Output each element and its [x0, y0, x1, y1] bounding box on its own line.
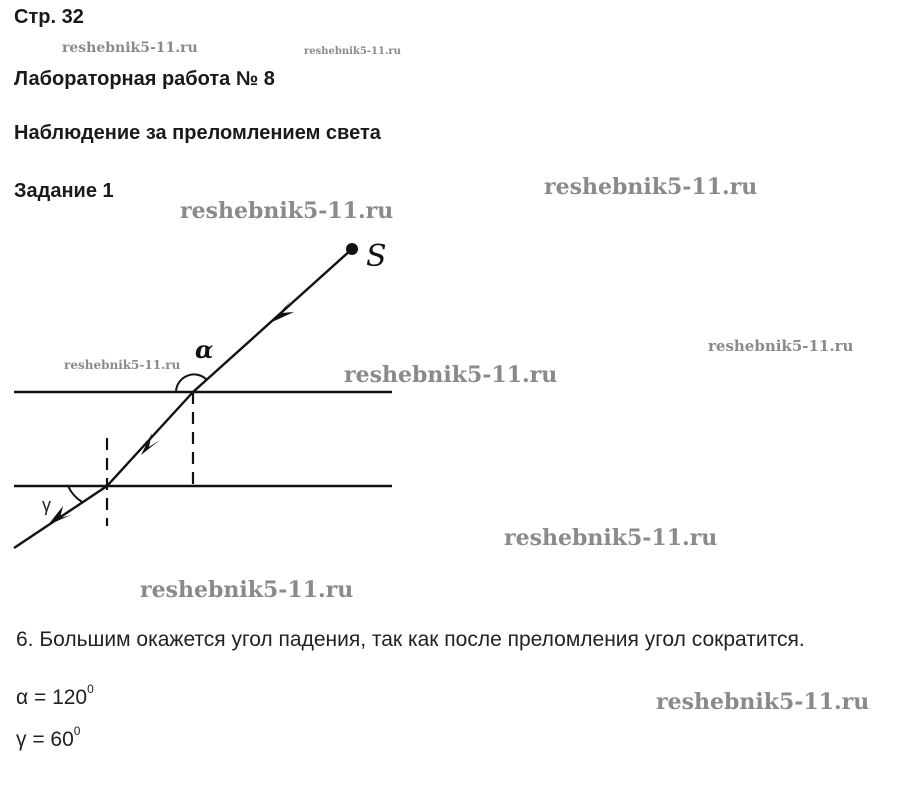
- answer-text: 6. Большим окажется угол падения, так как после преломления угол сократится.: [16, 628, 805, 651]
- watermark-text: reshebnik5-11.ru: [304, 46, 401, 57]
- gamma-arc: [68, 486, 82, 502]
- gamma-value-text: γ = 60: [16, 728, 74, 751]
- watermark-text: reshebnik5-11.ru: [64, 358, 181, 372]
- gamma-value: [16, 724, 81, 752]
- lab-title: Лабораторная работа № 8: [14, 68, 275, 90]
- gamma-label: γ: [42, 495, 51, 515]
- lab-subtitle: Наблюдение за преломлением света: [14, 122, 381, 144]
- watermark-text: reshebnik5-11.ru: [140, 577, 354, 603]
- watermark-text: reshebnik5-11.ru: [708, 337, 854, 355]
- watermark-text: reshebnik5-11.ru: [504, 525, 718, 551]
- alpha-label: α: [195, 335, 214, 364]
- alpha-value-text: α = 120: [16, 686, 88, 709]
- alpha-value: [16, 682, 94, 710]
- degree-mark: 0: [73, 724, 81, 738]
- page-label: Стр. 32: [14, 6, 84, 28]
- watermark-text: reshebnik5-11.ru: [62, 40, 198, 56]
- watermark-text: reshebnik5-11.ru: [180, 198, 394, 224]
- source-label: S: [366, 239, 387, 274]
- watermark-text: reshebnik5-11.ru: [544, 174, 758, 200]
- degree-mark: 0: [87, 682, 94, 696]
- watermark-text: reshebnik5-11.ru: [656, 689, 870, 715]
- source-point: [346, 243, 358, 255]
- emergent-ray: [14, 486, 107, 548]
- arrow-head-emergent: [48, 506, 71, 525]
- task-title: Задание 1: [14, 180, 114, 202]
- watermark-text: reshebnik5-11.ru: [344, 362, 558, 388]
- incident-ray: [193, 249, 352, 392]
